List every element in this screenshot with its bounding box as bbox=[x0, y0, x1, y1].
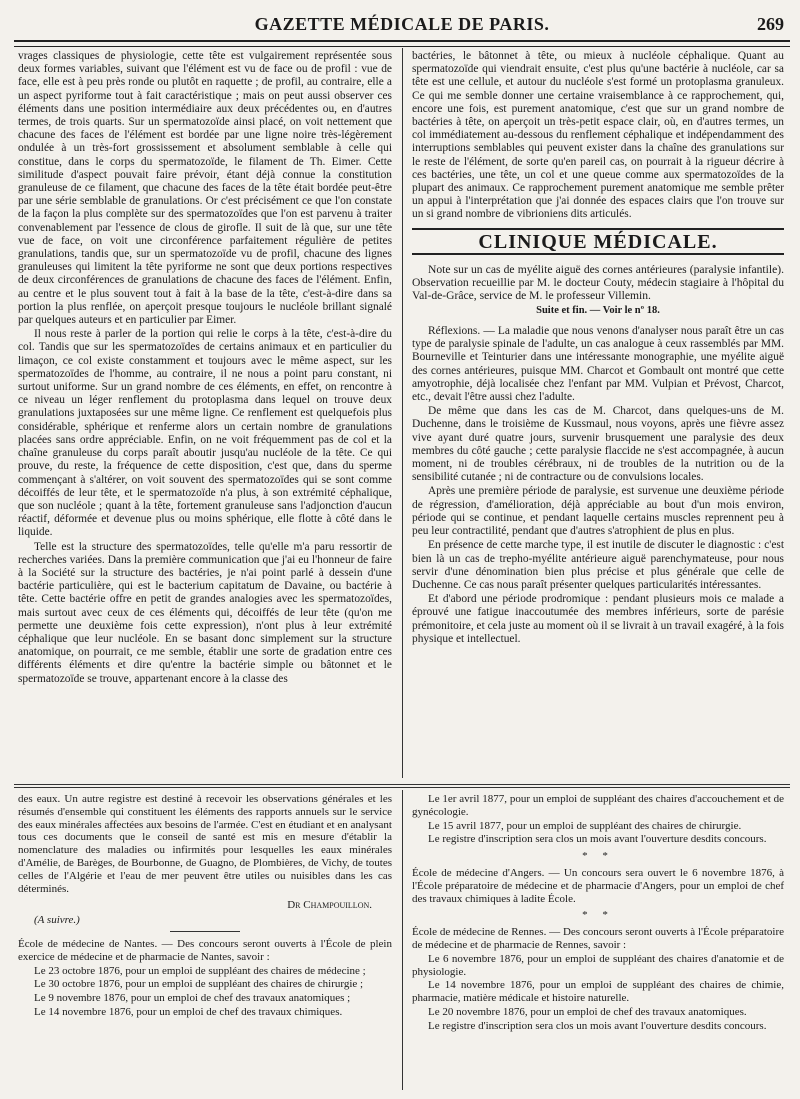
note-heading: Note sur un cas de myélite aiguë des cornes antérieures (paralysie infantile). Observation recueillie par M. le docteur Couty, médecin stagiaire à l'hôpital du Val-de-Grâce, service de M. le professeur Villemin. bbox=[412, 262, 784, 302]
left-column-top bbox=[18, 50, 392, 687]
right-column-bottom bbox=[412, 793, 784, 1034]
page-number: 269 bbox=[757, 14, 784, 34]
author-signature: Dr Champouillon. bbox=[287, 899, 372, 912]
announcement-item: Le 1er avril 1877, pour un emploi de suppléant des chaires d'accouchement et de gynécologie. bbox=[412, 793, 784, 818]
header-rule bbox=[14, 40, 790, 47]
section-title: CLINIQUE MÉDICALE. bbox=[412, 228, 784, 255]
article-paragraph: De même que dans les cas de M. Charcot, dans quelques-uns de M. Duchenne, dans le troisième de Kussmaul, nous voyons, après une fièvre assez vive ayant duré quatre jours, survenir brusquement une paralysie des deux membres du côté gauche ; cette paralysie flaccide ne s'est accompagnée, à aucun moment, ni de troubles cérébraux, ni de troubles de la nutrition ou de la sensibilité cutanée ; ni de contracture ou de convulsions locales. bbox=[412, 405, 784, 484]
feuilleton-rule bbox=[14, 784, 790, 785]
article-paragraph: vrages classiques de physiologie, cette tête est vulgairement représentée sous deux formes variables, suivant que l'élément est vu de face ou de profil : vue de face, elle est à peu près ronde ou plutôt en raquette ; de profil, au contraire, elle a un aspect pyriforme tout à fait caractéristique ; mais on peut aussi observer ces éléments dans une position intermédiaire aux deux précédentes ou, en d'autres termes, de trois quarts. Sur un spermatozoïde ainsi placé, on voit nettement que chacune des faces de l'élément est bordée par une ligne noire très-légèrement ondulée à un très-fort grossissement et absolument semblable à celle qui constitue, dans le corps du spermatozoïde, le filament de Th. Eimer. Cette similitude d'aspect pouvait faire prévoir, étant déjà connue la constitution granuleuse de ce filament, que chacune des faces de la tête était bordée peut-être par une série semblable de granulations. Or c'est précisément ce que l'on constate de la façon la plus complète sur des spermatozoïdes que l'on est parvenu à traiter convenablement par l'essence de clous de girofle. Il suit de là que, sur une tête vue de face, on voit une circonférence parfaitement régulière de petites granulations, tandis que, sur un spermatozoïde vu de profil, chacune des lignes granuleuses qui limitent la tête pyriforme ne sont que deux portions respectives de deux circonférences de granulations de chacune des faces de l'élément. Enfin, au centre et le plus souvent tout à fait à la base de la tête, c'est-à-dire dans sa portion la plus renflée, on aperçoit presque toujours le nucléole brillant signalé par quelques auteurs et en particulier par Eimer. bbox=[18, 50, 392, 327]
announcement-item: Le registre d'inscription sera clos un mois avant l'ouverture desdits concours. bbox=[428, 833, 767, 846]
column-divider bbox=[402, 48, 403, 778]
rennes-item: Le registre d'inscription sera clos un mois avant l'ouverture desdits concours. bbox=[428, 1019, 767, 1032]
announcement-item: Le 15 avril 1877, pour un emploi de suppléant des chaires de chirurgie. bbox=[428, 819, 742, 832]
separator-rule bbox=[170, 931, 240, 932]
article-paragraph: Après une première période de paralysie, est survenue une deuxième période de régression, d'amélioration, déjà appréciable au bout d'un mois environ, période qui se continue, et pendant laquelle certains muscles reprennent peu à peu leur contractilité, pendant que d'autres s'atrophient de plus en plus. bbox=[412, 485, 784, 538]
article-paragraph: Et d'abord une période prodromique : pendant plusieurs mois ce malade a éprouvé une fatigue inaccoutumée des membres inférieurs, sorte de parésie prémonitoire, et cela juste au moment où il se livrait à un travail exagéré, à la fois physique et intellectuel. bbox=[412, 593, 784, 645]
rennes-item: Le 14 novembre 1876, pour un emploi de suppléant des chaires de chimie, pharmacie, matière médicale et histoire naturelle. bbox=[412, 979, 784, 1005]
rennes-item: Le 20 novembre 1876, pour un emploi de chef des travaux anatomiques. bbox=[428, 1005, 747, 1018]
rennes-announcement: École de médecine de Rennes. — Des concours seront ouverts à l'École préparatoire de médecine et de pharmacie de Rennes, savoir : bbox=[412, 926, 784, 951]
nantes-item: Le 30 octobre 1876, pour un emploi de suppléant des chaires de chirurgie ; bbox=[34, 978, 364, 991]
feuilleton-rule bbox=[14, 787, 790, 788]
column-divider bbox=[402, 790, 403, 1090]
angers-announcement: École de médecine d'Angers. — Un concours sera ouvert le 6 novembre 1876, à l'École préparatoire de médecine et de pharmacie d'Angers, pour un emploi de chef des travaux chimiques à ladite École. bbox=[412, 866, 784, 905]
right-column-top bbox=[412, 50, 784, 647]
page-header bbox=[14, 10, 790, 38]
separator-stars: * * bbox=[582, 909, 614, 922]
nantes-item: Le 14 novembre 1876, pour un emploi de chef des travaux chimiques. bbox=[34, 1005, 343, 1018]
separator-stars: * * bbox=[582, 850, 614, 863]
rennes-item: Le 6 novembre 1876, pour un emploi de suppléant des chaires d'anatomie et de physiologie. bbox=[412, 952, 784, 978]
article-paragraph: des eaux. Un autre registre est destiné à recevoir les observations générales et les résumés d'ensemble qui constituent les éléments des rapports annuels sur le service des eaux minérales affectées aux besoins de l'armée. C'est en étudiant et en analysant tous ces documents que le conseil de santé est mis en mesure d'établir la nomenclature des maladies ou infirmités pour lesquelles les eaux minérales d'Amélie, de Barèges, de Bourbonne, de Guagno, de Plombières, de Vichy, de toutes celles de l'Algérie et l'eau de mer peuvent être utiles ou nuisibles dans les cas déterminés. bbox=[18, 793, 392, 895]
article-paragraph: Réflexions. — La maladie que nous venons d'analyser nous paraît être un cas type de paralysie spinale de l'adulte, un cas analogue à ceux rassemblés par MM. Bourneville et Teinturier dans une intéressante monographie, une myélite aiguë des cornes antérieures, puisque MM. Charcot et Gombault ont montré que cette amyotrophie, déjà localisée chez l'enfant par MM. Vulpian et Prévost, Charcot, etc., devait l'être aussi chez l'adulte. bbox=[412, 325, 784, 404]
left-column-bottom bbox=[18, 793, 392, 1020]
journal-title: GAZETTE MÉDICALE DE PARIS. bbox=[254, 14, 550, 34]
article-paragraph: Il nous reste à parler de la portion qui relie le corps à la tête, c'est-à-dire du col. Tandis que sur les spermatozoïdes de certains animaux et en particulier du limaçon, ce col existe constamment et toujours avec le même aspect, sur les spermatozoïdes de l'homme, au contraire, il ne nous a point paru constant, ni surtout uniforme. Sur un grand nombre de ces éléments, en effet, on rencontre à ce niveau un léger renflement du protoplasma dans lequel on trouve deux granulations juxtaposées sur une même ligne. Ce renflement est quelquefois plus considérable, sphérique et renferme alors un certain nombre de granulations placées sans ordre appréciable. Enfin, on ne voit fréquemment pas de col et la chaîne granuleuse du corps paraît aboutir jusqu'au nucléole de la tête. Ce qui prouve, du reste, la fréquence de cette disposition, c'est que, dans du sperme commençant à s'altérer, on voit souvent des spermatozoïdes qui se sont comme décoiffés de leur tête, et le spermatozoïde n'a plus, à son extrémité céphalique, que son nucléole ; quant à la tête, fortement granuleuse sans l'adjonction d'aucun réactif, déformée et devenue plus ou moins sphérique, elle flotte à côté dans le liquide. bbox=[18, 328, 392, 539]
continuation-note: Suite et fin. — Voir le nº 18. bbox=[536, 304, 660, 316]
article-paragraph: En présence de cette marche type, il est inutile de discuter le diagnostic : c'est bien là un cas de trepho-myélite antérieure aiguë parenchymateuse, pour nous servir d'une dénomination bien plus précise et plus générale que celle de Duchenne. Ce cas nous paraît présenter quelques particularités intéressantes. bbox=[412, 539, 784, 591]
to-be-continued: (A suivre.) bbox=[34, 914, 80, 927]
nantes-item: Le 23 octobre 1876, pour un emploi de suppléant des chaires de médecine ; bbox=[34, 964, 366, 977]
article-paragraph: bactéries, le bâtonnet à tête, ou mieux à nucléole céphalique. Quant au spermatozoïde qui viendrait ensuite, c'est plus qu'une bactérie à nucléole, car sa tête est une cellule, et autour du nucléole s'est formé un protoplasma granuleux. Ce qui me semble donner une certaine vraisemblance à ce rapprochement, qui, encore une fois, est purement anatomique, c'est que sur un grand nombre de bactéries à tête, on aperçoit un très-petit espace clair, où, en d'autres termes, un col immédiatement au-dessous du renflement céphalique et indépendamment des interruptions semblables qui peuvent exister dans la chaîne des granulations sur le reste de l'élément, de sorte qu'en pareil cas, on pourrait à la rigueur décrire à ces bactéries, une tête, un col et une queue comme aux spermatozoïdes de la plupart des animaux. Ce rapprochement purement anatomique me semble prêter un appui à l'interprétation que j'ai donnée des espaces clairs que l'on trouve sur un si grand nombre de vibrioniens dits articulés. bbox=[412, 50, 784, 221]
nantes-announcement: École de médecine de Nantes. — Des concours seront ouverts à l'École de plein exercice de médecine et de pharmacie de Nantes, savoir : bbox=[18, 937, 392, 963]
article-paragraph: Telle est la structure des spermatozoïdes, telle qu'elle m'a paru ressortir de recherches variées. Dans la première communication que j'ai eu l'honneur de faire à la Société sur la structure des bactéries, je n'ai point parlé à dessein d'une bactérie particulière, qui est le bacterium capitatum de Davaine, ou bactérie à tête. Cette bactérie offre en petit de grandes analogies avec les spermatozoïdes, mais surtout avec ceux de ces éléments qui, décoiffés de leur tête (qu'on me permette une deuxième fois cette expression), n'ont plus à leur extrémité céphalique que leur nucléole. En se basant donc simplement sur la structure anatomique, on pourrait, ce me semble, établir une sorte de gradation entre ces différents éléments et dire qu'entre la bactérie simple ou bâtonnet et le spermatozoïde se trouve, appartenant encore à la classe des bbox=[18, 540, 392, 685]
nantes-item: Le 9 novembre 1876, pour un emploi de chef des travaux anatomiques ; bbox=[34, 992, 351, 1005]
